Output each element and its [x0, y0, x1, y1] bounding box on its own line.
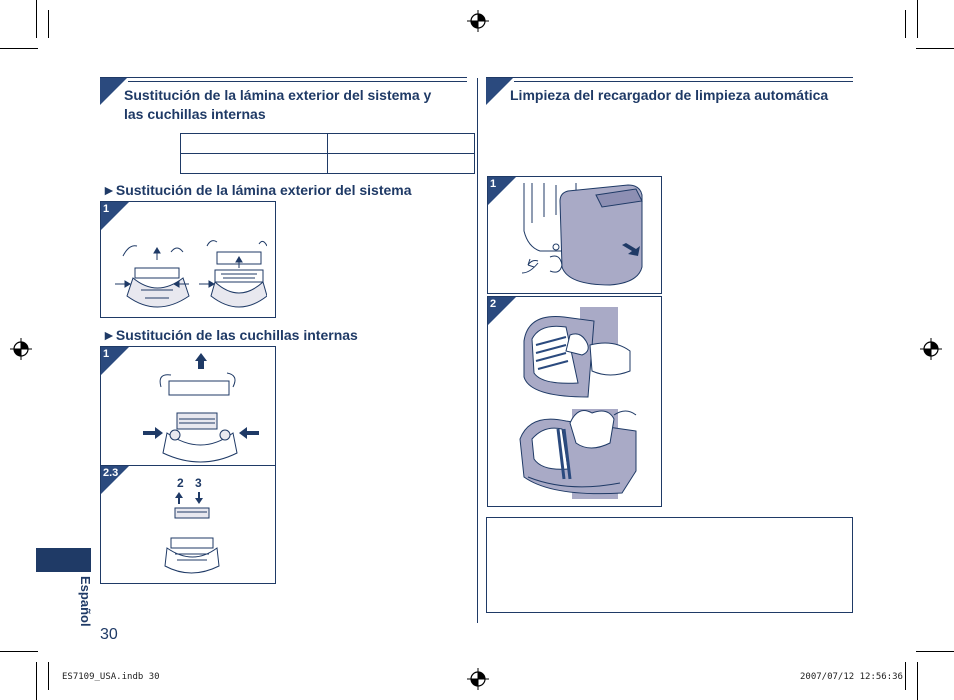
footer-file: ES7109_USA.indb 30: [62, 672, 160, 682]
figure-cleaning-step-2: [487, 296, 662, 507]
crop-mark: [905, 662, 906, 690]
crop-mark: [917, 662, 918, 700]
inner-blade-removal-illustration: [141, 353, 261, 463]
table-cell: [328, 134, 475, 154]
crop-mark: [48, 662, 49, 690]
section-title: Limpieza del recargador de limpieza automática: [510, 87, 829, 103]
table-cell: [181, 134, 328, 154]
section-rule: [486, 77, 853, 78]
section-rule: [514, 81, 853, 82]
page-number: 30: [100, 626, 118, 643]
section-rule: [100, 77, 467, 78]
crop-mark: [0, 651, 38, 652]
crop-mark: [916, 48, 954, 49]
column-divider: [477, 78, 478, 623]
registration-mark-icon: [920, 338, 942, 360]
crop-mark: [917, 0, 918, 38]
registration-mark-icon: [467, 10, 489, 32]
registration-mark-icon: [10, 338, 32, 360]
note-box: [486, 517, 853, 613]
step-number: 1: [103, 348, 110, 360]
language-label: Español: [78, 576, 93, 627]
footer-timestamp: 2007/07/12 12:56:36: [800, 672, 903, 682]
figure-inner-blades-step-2-3: [100, 465, 276, 584]
figure-inner-blades-step-1: [100, 346, 276, 466]
step-number: 2: [490, 298, 497, 310]
crop-mark: [36, 0, 37, 38]
crop-mark: [36, 662, 37, 700]
registration-mark-icon: [467, 668, 489, 690]
table-cell: [181, 154, 328, 174]
subsection-title-inner-blades: ►Sustitución de las cuchillas internas: [102, 327, 358, 343]
figure-cleaning-step-1: [487, 176, 662, 294]
section-title: Sustitución de la lámina exterior del sistema y las cuchillas internas: [124, 87, 432, 122]
subsection-title-outer-foil: ►Sustitución de la lámina exterior del sistema: [102, 182, 412, 198]
step-number: 1: [103, 203, 110, 215]
charger-cartridge-illustration: [516, 179, 660, 291]
parts-table: [180, 133, 475, 174]
figure-outer-foil-step-1: [100, 201, 276, 318]
table-row: [181, 154, 475, 174]
cleaning-filter-illustration: [514, 305, 658, 501]
crop-mark: [0, 48, 38, 49]
table-cell: [328, 154, 475, 174]
table-row: [181, 134, 475, 154]
substep-label: 3: [195, 476, 202, 490]
language-tab: [36, 548, 91, 572]
substep-label: 2: [177, 476, 184, 490]
section-rule: [128, 81, 467, 82]
step-number: 2.3: [103, 467, 119, 479]
step-number: 1: [490, 178, 497, 190]
crop-mark: [916, 651, 954, 652]
crop-mark: [905, 10, 906, 38]
shaver-head-illustration: [111, 238, 267, 314]
crop-mark: [48, 10, 49, 38]
blade-attach-illustration: [157, 488, 227, 580]
